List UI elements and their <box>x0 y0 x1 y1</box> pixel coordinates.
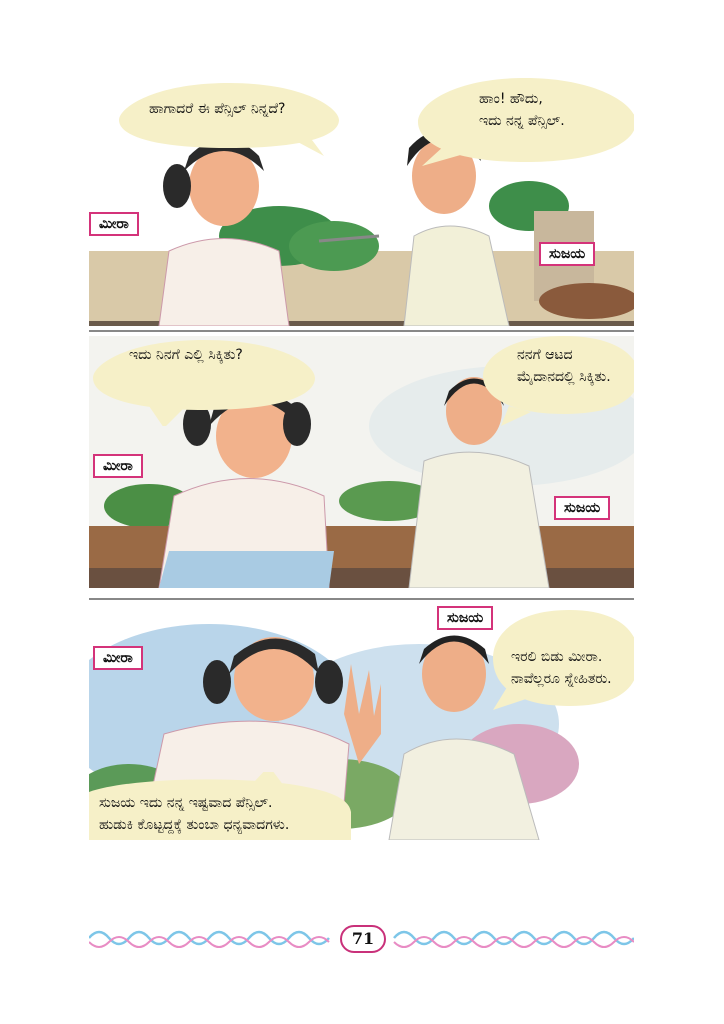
comic-panel-3 <box>89 604 634 840</box>
speech-text-boy-1: ಹಾಂ! ಹೌದು, ಇದು ನನ್ನ ಪೆನ್ಸಿಲ್. <box>479 91 565 129</box>
speech-text-boy-3: ಇರಲಿ ಬಿಡು ಮೀರಾ. ನಾವೆಲ್ಲರೂ ಸ್ನೇಹಿತರು. <box>511 649 612 687</box>
name-tag-sujaya-1: ಸುಜಯ <box>539 242 595 266</box>
speech-text-girl-2: ಇದು ನಿನಗೆ ಎಲ್ಲಿ ಸಿಕ್ಕಿತು? <box>129 347 243 363</box>
speech-text-girl-3: ಸುಜಯ ಇದು ನನ್ನ ಇಷ್ಟವಾದ ಪೆನ್ಸಿಲ್. ಹುಡುಕಿ ಕೊಟ್ಟದ್ದಕ್ಕೆ ತುಂಬಾ ಧನ್ಯವಾದಗಳು. <box>99 795 290 833</box>
name-tag-sujaya-3: ಸುಜಯ <box>437 606 493 630</box>
name-tag-meera-2: ಮೀರಾ <box>93 454 143 478</box>
name-tag-meera-3: ಮೀರಾ <box>93 646 143 670</box>
comic-panel-2 <box>89 336 634 588</box>
comic-panel-1 <box>89 76 634 326</box>
speech-text-girl-1: ಹಾಗಾದರೆ ಈ ಪೆನ್ಸಿಲ್ ನಿನ್ನದೆ? <box>149 101 286 117</box>
panel-divider-2 <box>89 598 634 600</box>
panel-divider-1 <box>89 330 634 332</box>
page-number: 71 <box>340 925 386 953</box>
speech-text-boy-2: ನನಗೆ ಆಟದ ಮೈದಾನದಲ್ಲಿ ಸಿಕ್ಕಿತು. <box>517 347 611 385</box>
name-tag-sujaya-2: ಸುಜಯ <box>554 496 610 520</box>
name-tag-meera-1: ಮೀರಾ <box>89 212 139 236</box>
